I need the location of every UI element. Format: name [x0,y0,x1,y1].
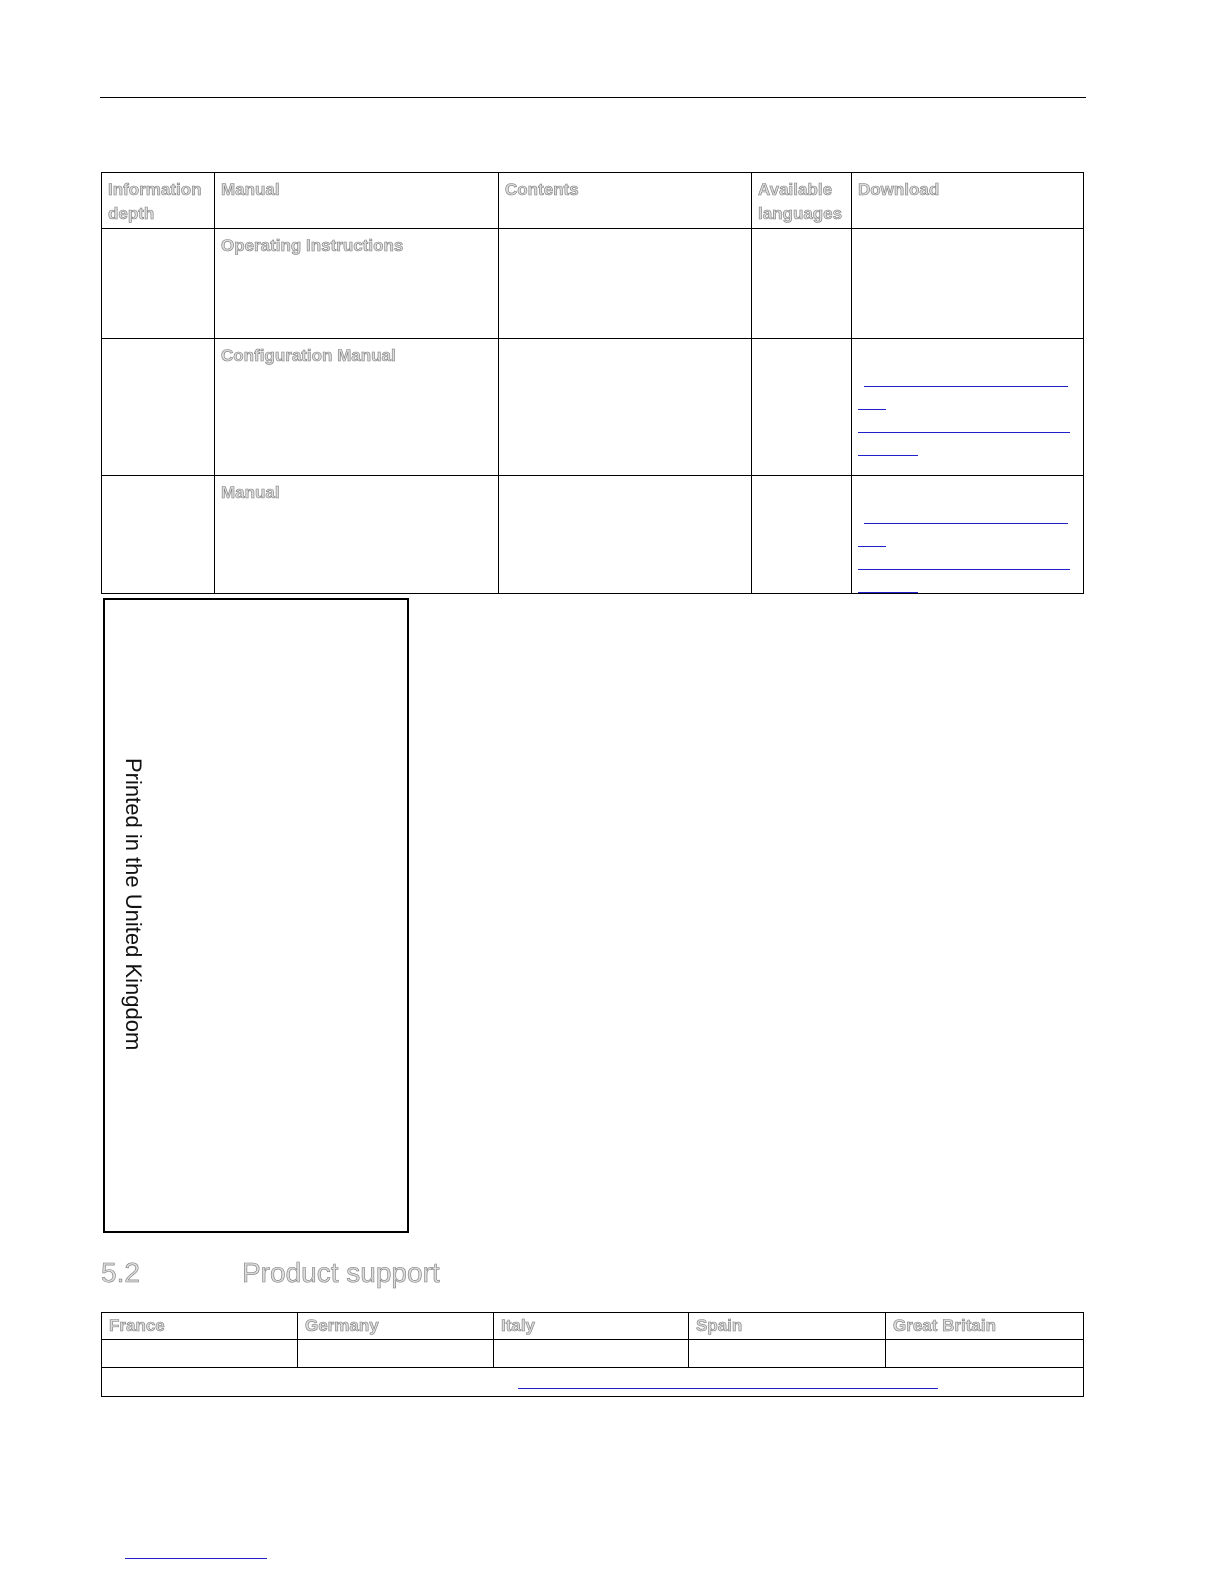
cell-germany [298,1340,494,1368]
cell-great-britain [886,1340,1084,1368]
cell-italy [494,1340,689,1368]
table-row [102,1340,1084,1368]
download-link-continuation[interactable] [858,387,886,410]
cell-manual: Manual [215,476,499,594]
cell-information-depth [102,229,215,339]
download-link[interactable] [864,501,1068,524]
cell-spain [689,1340,886,1368]
download-link-continuation[interactable] [858,570,918,593]
header-italy: Italy [494,1313,689,1340]
cell-contents [499,476,752,594]
printed-in-label: Printed in the United Kingdom [121,758,146,1051]
header-manual: Manual [215,173,499,229]
support-table [101,1312,1084,1397]
table-header-row [102,173,1084,229]
cell-contents [499,229,752,339]
table-row [102,339,1084,476]
support-link[interactable] [518,1388,938,1389]
print-box [103,598,409,1233]
cell-manual: Configuration Manual [215,339,499,476]
download-link[interactable] [858,410,1070,433]
manuals-table [101,172,1084,594]
header-germany: Germany [298,1313,494,1340]
header-contents: Contents [499,173,752,229]
section-number: 5.2 [101,1257,140,1288]
section-title: Product support [242,1257,440,1288]
download-link-continuation[interactable] [858,524,886,547]
header-available-languages: Available languages [752,173,852,229]
download-link-continuation[interactable] [858,433,918,456]
cell-manual: Operating Instructions [215,229,499,339]
header-information-depth: Information depth [102,173,215,229]
cell-languages [752,229,852,339]
header-great-britain: Great Britain [886,1313,1084,1340]
support-link-cell [102,1368,1084,1397]
cell-languages [752,476,852,594]
cell-download [852,229,1084,339]
table-row [102,1368,1084,1397]
cell-download [852,339,1084,476]
cell-information-depth [102,476,215,594]
cell-download [852,476,1084,594]
download-link[interactable] [864,364,1068,387]
header-rule [100,97,1086,98]
cell-france [102,1340,298,1368]
download-link[interactable] [858,547,1070,570]
table-header-row [102,1313,1084,1340]
header-download: Download [852,173,1084,229]
cell-languages [752,339,852,476]
table-row [102,476,1084,594]
header-france: France [102,1313,298,1340]
header-spain: Spain [689,1313,886,1340]
table-row [102,229,1084,339]
footer-link[interactable] [125,1558,267,1559]
cell-information-depth [102,339,215,476]
cell-contents [499,339,752,476]
section-heading [101,1256,440,1290]
